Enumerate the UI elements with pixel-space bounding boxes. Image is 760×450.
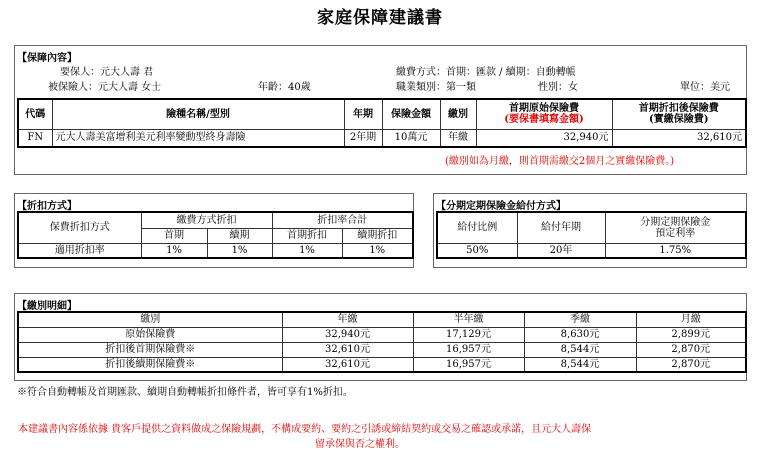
discount-sub-first: 首期 xyxy=(141,228,207,243)
mode-cell: 8,630元 xyxy=(524,327,636,342)
row-amount: 10萬元 xyxy=(382,129,440,147)
monthly-note: (繳別如為月繳，則首期需繳交2個月之實繳保險費。) xyxy=(445,156,675,167)
mode-row-label: 原始保險費 xyxy=(18,327,282,342)
installment-rate: 1.75% xyxy=(605,243,746,258)
discount-sub-renew: 續期 xyxy=(207,228,272,243)
header-amount: 保險金額 xyxy=(382,99,440,129)
insured-text: 被保險人：元大人壽 女士 xyxy=(48,82,162,93)
discount-table xyxy=(17,211,414,259)
discount-value: 1% xyxy=(272,243,342,258)
occupation-text: 職業類別：第一類 xyxy=(396,82,476,93)
mode-cell: 8,544元 xyxy=(524,342,636,357)
mode-cell: 8,544元 xyxy=(524,357,636,372)
gender-text: 性別：女 xyxy=(538,82,578,93)
installment-section-label: 【分期定期保險金給付方式】 xyxy=(436,201,566,212)
table-row xyxy=(18,243,413,258)
mode-cell: 32,610元 xyxy=(282,357,413,372)
discount-header-method: 保費折扣方式 xyxy=(18,212,141,243)
table-row xyxy=(18,342,746,357)
table-row xyxy=(18,129,746,147)
disclaimer-line-1: 本建議書內容係依據 貴客戶提供之資料做成之保險規劃，不構成要約、要約之引誘或締結契約或交易之確認或承諾，且元大人壽保 xyxy=(18,424,592,435)
discount-header-rate: 折扣率合計 xyxy=(272,212,413,228)
row-code: FN xyxy=(18,129,52,147)
discount-section-label: 【折扣方式】 xyxy=(17,201,77,212)
header-years: 年期 xyxy=(344,99,382,129)
mode-cell: 16,957元 xyxy=(413,357,524,372)
installment-years: 20年 xyxy=(517,243,605,258)
discount-sub-first-disc: 首期折扣 xyxy=(272,228,342,243)
discount-condition-note: ※符合自動轉帳及首期匯款、續期自動轉帳折扣條件者，皆可享有1%折扣。 xyxy=(17,387,353,398)
installment-ratio: 50% xyxy=(437,243,517,258)
discount-value: 1% xyxy=(207,243,272,258)
mode-section-label: 【繳別明細】 xyxy=(17,301,77,312)
mode-header: 年繳 xyxy=(282,312,413,327)
table-row xyxy=(18,357,746,372)
installment-table xyxy=(436,211,747,259)
mode-row-label: 折扣後續期保險費※ xyxy=(18,357,282,372)
mode-cell: 2,899元 xyxy=(636,327,746,342)
age-text: 年齡：40歲 xyxy=(258,82,311,93)
table-row xyxy=(437,243,746,258)
installment-header-rate-line1: 分期定期保險金 xyxy=(640,216,711,228)
row-years: 2年期 xyxy=(344,129,382,147)
header-discounted-line1: 首期折扣後保險費 xyxy=(638,103,719,115)
coverage-table xyxy=(17,98,747,148)
mode-header: 月繳 xyxy=(636,312,746,327)
row-original-premium: 32,940元 xyxy=(476,129,612,147)
row-mode: 年繳 xyxy=(440,129,476,147)
mode-header: 繳別 xyxy=(18,312,282,327)
installment-header-rate-line2: 預定利率 xyxy=(655,227,696,239)
header-original-line2: (要保書填寫金額) xyxy=(504,114,584,126)
mode-header: 半年繳 xyxy=(413,312,524,327)
header-mode: 繳別 xyxy=(440,99,476,129)
disclaimer-line-2: 留承保與否之權利。 xyxy=(315,439,405,450)
discount-header-payment: 繳費方式折扣 xyxy=(141,212,272,228)
row-discounted-premium: 32,610元 xyxy=(612,129,746,147)
installment-header-ratio: 給付比例 xyxy=(437,212,517,243)
payment-method-text: 繳費方式：首期：匯款 / 續期：自動轉帳 xyxy=(396,67,576,78)
table-row xyxy=(18,327,746,342)
discount-row-label: 適用折扣率 xyxy=(18,243,141,258)
mode-cell: 32,610元 xyxy=(282,342,413,357)
mode-table xyxy=(17,311,747,373)
mode-cell: 2,870元 xyxy=(636,357,746,372)
mode-cell: 2,870元 xyxy=(636,342,746,357)
mode-header: 季繳 xyxy=(524,312,636,327)
header-original-line1: 首期原始保險費 xyxy=(509,103,579,115)
header-original-premium xyxy=(476,99,612,129)
header-discounted-line2: (實繳保險費) xyxy=(649,114,709,126)
header-discounted-premium xyxy=(612,99,746,129)
mode-cell: 32,940元 xyxy=(282,327,413,342)
mode-cell: 16,957元 xyxy=(413,342,524,357)
row-name: 元大人壽美富增利美元利率變動型終身壽險 xyxy=(52,129,344,147)
unit-text: 單位：美元 xyxy=(680,82,730,93)
policyholder-text: 要保人：元大人壽 君 xyxy=(60,67,154,78)
installment-header-rate xyxy=(605,212,746,243)
mode-cell: 17,129元 xyxy=(413,327,524,342)
coverage-section-label: 【保障內容】 xyxy=(17,53,77,64)
header-name: 險種名稱/型別 xyxy=(52,99,344,129)
page-title: 家庭保障建議書 xyxy=(317,8,443,28)
header-code: 代碼 xyxy=(18,99,52,129)
installment-header-years: 給付年期 xyxy=(517,212,605,243)
discount-value: 1% xyxy=(342,243,413,258)
mode-row-label: 折扣後首期保險費※ xyxy=(18,342,282,357)
discount-sub-renew-disc: 續期折扣 xyxy=(342,228,413,243)
discount-value: 1% xyxy=(141,243,207,258)
